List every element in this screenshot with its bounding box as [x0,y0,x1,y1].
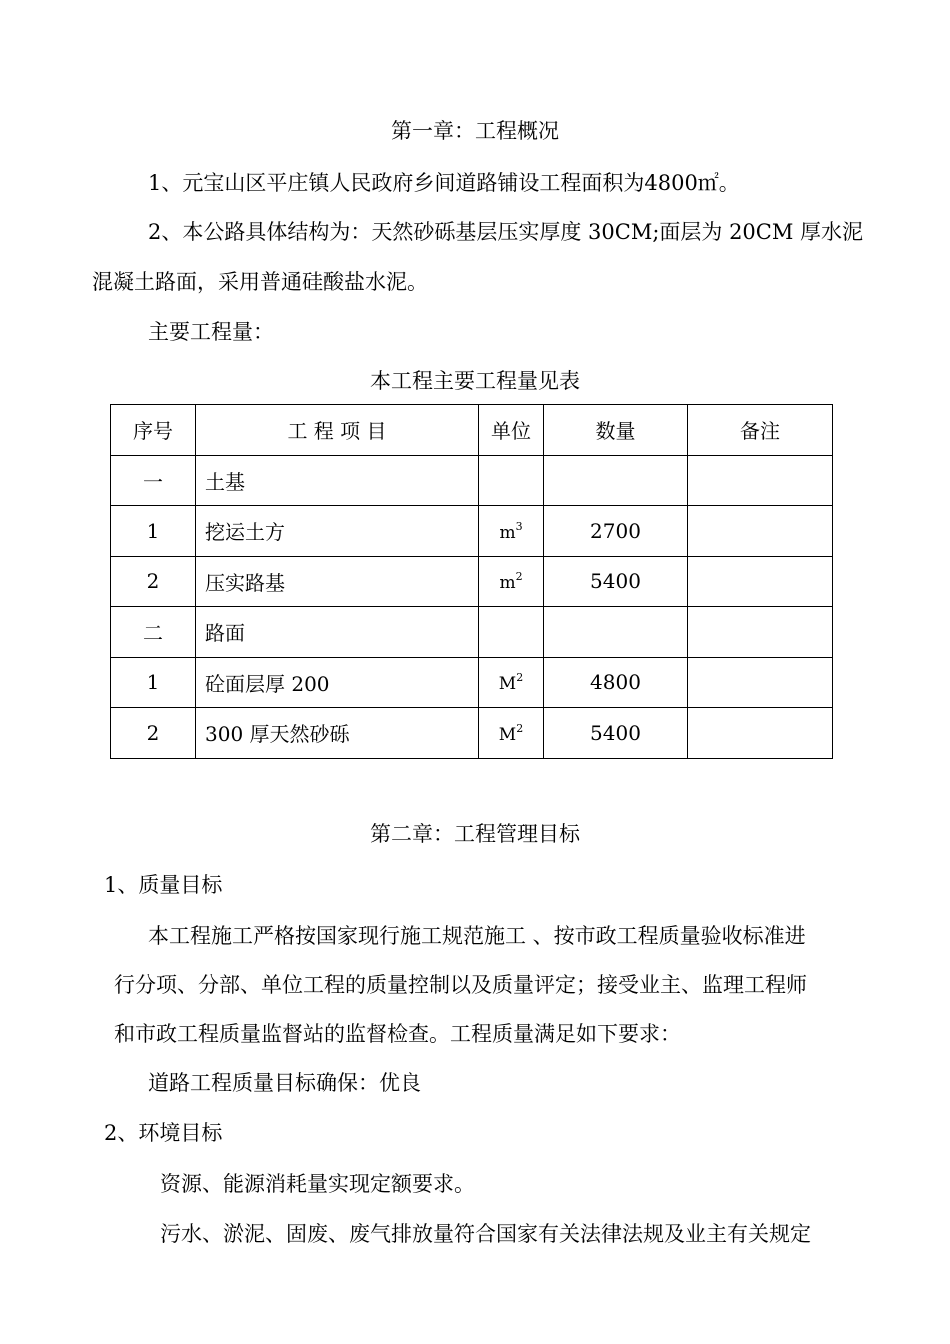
cell-no: 2 [111,708,196,759]
cell-no: 1 [111,506,196,557]
cell-item: 压实路基 [196,556,479,607]
cell-note [688,657,833,708]
header-note: 备注 [688,405,833,456]
cell-item: 砼面层厚 200 [196,657,479,708]
cell-unit [479,607,544,658]
quantities-table [110,404,833,759]
environment-paragraph-2: 污水、淤泥、固废、废气排放量符合国家有关法律法规及业主有关规定 [160,1222,811,1246]
cell-no: 二 [111,607,196,658]
cell-quantity: 5400 [544,708,688,759]
cell-no: 一 [111,455,196,506]
cell-unit: $M^2$ [479,657,544,708]
cell-quantity: 2700 [544,506,688,557]
quality-paragraph-line-2: 行分项、分部、单位工程的质量控制以及质量评定；接受业主、监理工程师 [114,973,807,997]
cell-quantity [544,607,688,658]
table-row [111,607,833,658]
chapter1-paragraph-1: 1、元宝山区平庄镇人民政府乡间道路铺设工程面积为4800㎡。 [148,171,740,195]
quality-goal-heading: 1、质量目标 [104,873,223,897]
cell-note [688,556,833,607]
cell-quantity: 5400 [544,556,688,607]
quality-paragraph-line-1: 本工程施工严格按国家现行施工规范施工 、按市政工程质量验收标准进 [148,924,806,948]
main-quantities-label: 主要工程量： [148,320,274,344]
environment-goal-heading: 2、环境目标 [104,1121,223,1145]
cell-no: 1 [111,657,196,708]
table-row [111,657,833,708]
header-item: 工 程 项 目 [196,405,479,456]
cell-unit: $m^2$ [479,556,544,607]
chapter1-paragraph-2-line-1: 2、本公路具体结构为：天然砂砾基层压实厚度 30CM;面层为 20CM 厚水泥 [148,220,864,244]
table-row [111,455,833,506]
cell-quantity: 4800 [544,657,688,708]
chapter2-title: 第二章：工程管理目标 [370,822,580,846]
table-row [111,556,833,607]
chapter1-paragraph-2-line-2: 混凝土路面，采用普通硅酸盐水泥。 [92,270,428,294]
header-unit: 单位 [479,405,544,456]
header-quantity: 数量 [544,405,688,456]
cell-no: 2 [111,556,196,607]
cell-note [688,506,833,557]
quality-paragraph-line-3: 和市政工程质量监督站的监督检查。工程质量满足如下要求： [114,1022,681,1046]
table-caption: 本工程主要工程量见表 [370,369,580,393]
cell-unit: $m^3$ [479,506,544,557]
cell-quantity [544,455,688,506]
cell-item: 土基 [196,455,479,506]
cell-unit [479,455,544,506]
quality-goal-statement: 道路工程质量目标确保：优良 [148,1071,421,1095]
header-no: 序号 [111,405,196,456]
chapter1-title: 第一章：工程概况 [391,119,559,143]
table-header-row [111,405,833,456]
table-row [111,708,833,759]
environment-paragraph-1: 资源、能源消耗量实现定额要求。 [160,1172,475,1196]
table-row [111,506,833,557]
cell-unit: $M^2$ [479,708,544,759]
cell-item: 挖运土方 [196,506,479,557]
cell-note [688,455,833,506]
cell-item: 路面 [196,607,479,658]
cell-item: 300 厚天然砂砾 [196,708,479,759]
cell-note [688,607,833,658]
cell-note [688,708,833,759]
